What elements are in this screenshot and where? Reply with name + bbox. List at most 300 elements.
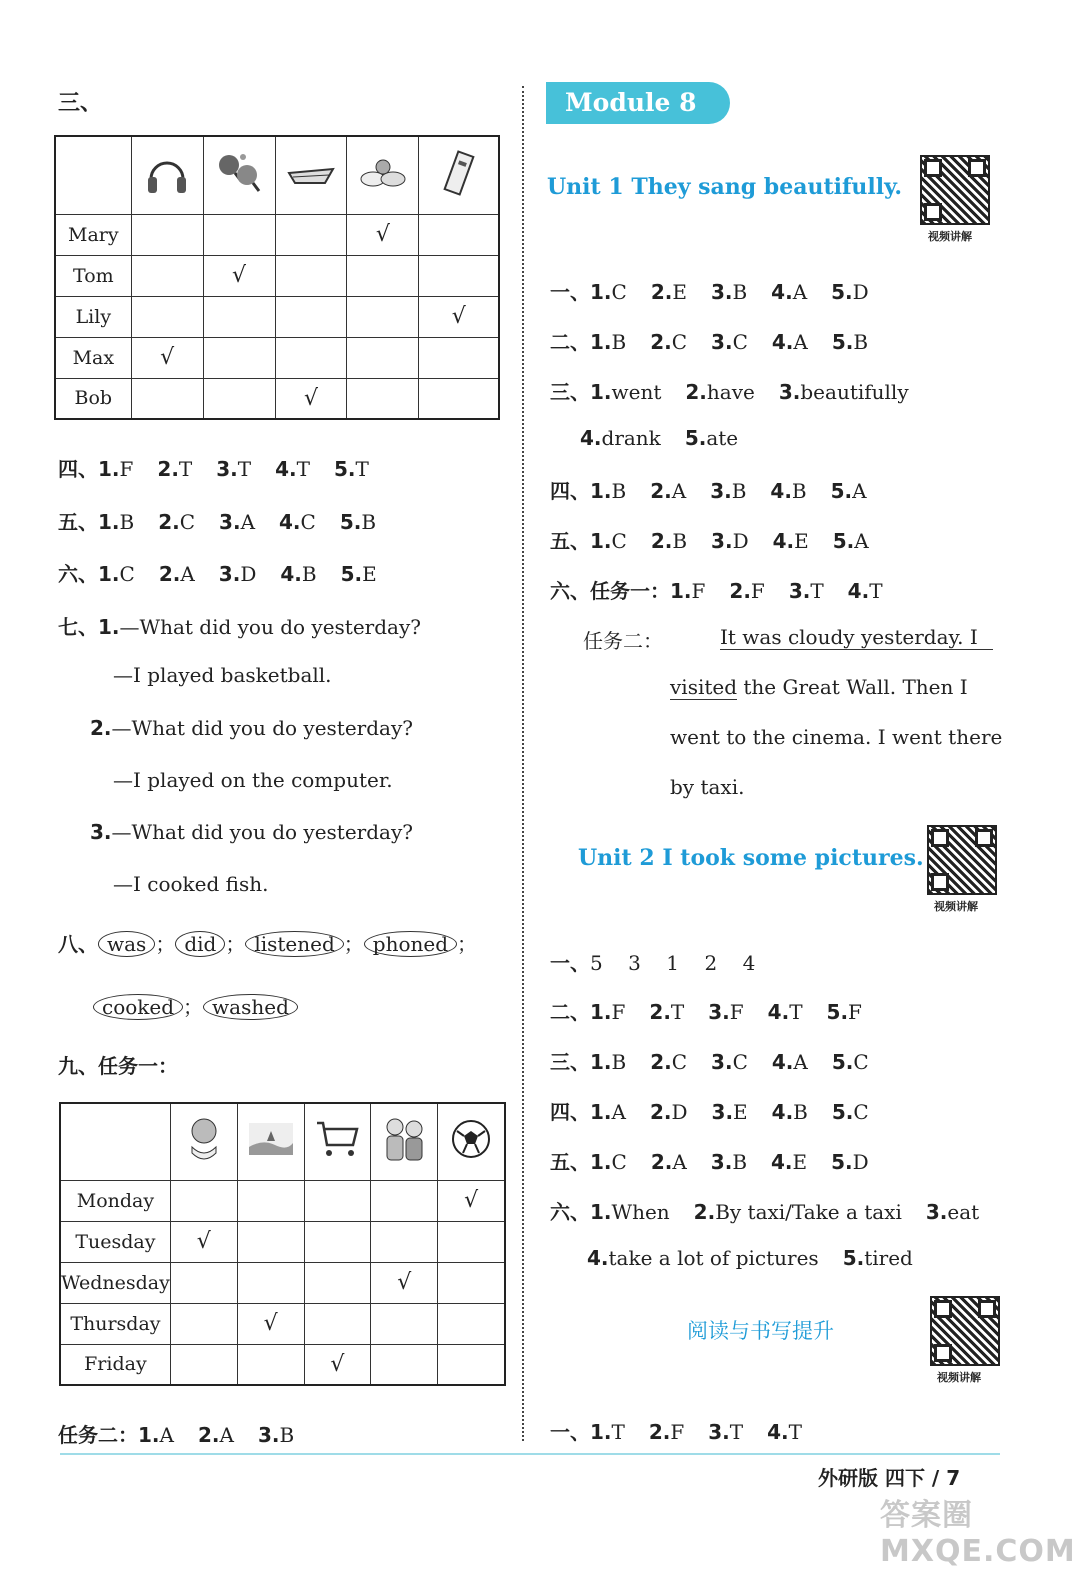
answer-value: T <box>789 1000 803 1024</box>
table-row <box>55 296 499 337</box>
u1-section-4: 四、1.B 2.A 3.B 4.B 5.A <box>550 475 891 504</box>
answer-number: 1. <box>590 330 612 354</box>
answer-value: F <box>670 1420 685 1444</box>
answer-value: B <box>361 510 377 534</box>
answer-number: 1. <box>98 510 120 534</box>
table-cell <box>371 1180 438 1221</box>
table-cell <box>203 214 275 255</box>
answer-list <box>590 479 891 503</box>
answer-list <box>590 380 933 404</box>
answer-value: D <box>671 1100 688 1124</box>
answer-value: T <box>670 1000 685 1024</box>
row-label: Max <box>55 337 131 378</box>
answer-number: 2. <box>648 1420 671 1444</box>
u1-section-1: 一、1.C 2.E 3.B 4.A 5.D <box>550 276 893 305</box>
table-cell <box>275 378 347 419</box>
answer-value: B <box>611 479 627 503</box>
qr-code-icon <box>930 1296 1000 1366</box>
u2-section-2: 二、1.F 2.T 3.F 4.T 5.F <box>550 996 886 1025</box>
answer-number: 4. <box>771 1150 793 1174</box>
table-row <box>55 337 499 378</box>
table-cell <box>170 1344 237 1385</box>
answer-value: C <box>732 330 748 354</box>
table-cell <box>203 378 275 419</box>
circled-word: did <box>175 931 225 957</box>
answer-value: T <box>869 579 883 603</box>
answer-number: 2. <box>650 1050 672 1074</box>
answer-number: 2. <box>197 1423 220 1447</box>
answer-number: 4. <box>847 579 870 603</box>
answer-value: C <box>611 280 627 304</box>
answer-value: B <box>672 529 688 553</box>
answer-number: 2. <box>685 380 707 404</box>
u1-task2-line2: visited the Great Wall. Then I <box>670 675 968 699</box>
answer-value: B <box>119 510 135 534</box>
answer-list <box>590 1200 1003 1224</box>
answer-number: 1. <box>590 380 612 404</box>
answer-number: 4. <box>772 529 795 553</box>
answer-number: 3. <box>219 510 241 534</box>
answer-list <box>580 426 762 450</box>
answer-value: C <box>671 330 688 354</box>
answer-value: C <box>853 1050 869 1074</box>
reading-writing-title: 阅读与书写提升 <box>687 1319 834 1343</box>
row-label: Mary <box>55 214 131 255</box>
answer-number: 5. <box>340 562 363 586</box>
answer-value: D <box>240 562 257 586</box>
answer-value: A <box>672 1150 687 1174</box>
answer-value: tired <box>864 1246 913 1270</box>
answer-value: A <box>240 510 256 534</box>
section-4-answers: 四、1.F 2.T 3.T 4.T 5.T <box>58 453 393 482</box>
answer-list <box>98 457 393 481</box>
answer-number: 3. <box>708 1000 730 1024</box>
boat-icon <box>285 147 337 199</box>
ping-pong-icon <box>213 147 265 199</box>
table-cell <box>131 378 203 419</box>
table-cell <box>438 1180 505 1221</box>
answer-number: 3. <box>711 529 733 553</box>
row-label: Thursday <box>60 1303 170 1344</box>
table-cell <box>419 337 499 378</box>
answer-value: F <box>750 579 765 603</box>
answer-value: D <box>852 1150 869 1174</box>
table-cell <box>170 1262 237 1303</box>
answer-value: When <box>611 1200 670 1224</box>
answer-value: A <box>792 280 808 304</box>
table-cell <box>304 1303 371 1344</box>
kite-icon <box>433 147 485 199</box>
u1-section-3: 三、1.went 2.have 3.beautifully <box>550 376 933 405</box>
answer-value: E <box>672 280 687 304</box>
table-cell <box>131 214 203 255</box>
answer-number: 5. <box>684 426 707 450</box>
answer-number: 1. <box>590 479 612 503</box>
answer-number: 1. <box>670 579 692 603</box>
table-row <box>60 1221 505 1262</box>
answer-number: 3. <box>218 562 241 586</box>
u2-section-5: 五、1.C 2.A 3.B 4.E 5.D <box>550 1146 893 1175</box>
qr-caption: 视频讲解 <box>928 230 972 243</box>
table-cell <box>203 255 275 296</box>
answer-number: 5. <box>831 330 854 354</box>
answer-number: 5. <box>831 1150 853 1174</box>
unit-2-title: Unit 2 I took some pictures. <box>578 845 924 871</box>
section-6-answers: 六、1.C 2.A 3.D 4.B 5.E <box>58 558 401 587</box>
answer-number: 3. <box>216 457 238 481</box>
watermark: 答案圈 MXQE.COM <box>880 1498 1076 1569</box>
answer-number: 3. <box>708 1420 730 1444</box>
answer-number: 4. <box>275 457 297 481</box>
answer-value: drank <box>601 426 661 450</box>
answer-value: A <box>180 562 195 586</box>
table-cell <box>347 378 419 419</box>
answer-list <box>98 510 400 534</box>
answer-list <box>590 330 892 354</box>
check-mark: √ <box>196 1229 211 1254</box>
u1-task2-line4: by taxi. <box>670 775 745 799</box>
table-cell <box>203 337 275 378</box>
answer-value: ate <box>706 426 739 450</box>
grandparents-icon <box>378 1113 430 1165</box>
u1-section-5: 五、1.C 2.B 3.D 4.E 5.A <box>550 525 893 554</box>
answer-value: F <box>611 1000 626 1024</box>
answer-value: T <box>237 457 252 481</box>
table-row <box>55 378 499 419</box>
answer-number: 3. <box>711 1050 733 1074</box>
circled-word: listened <box>245 931 343 957</box>
answer-number: 4. <box>771 1100 794 1124</box>
table-cell <box>371 1262 438 1303</box>
u1-section-2: 二、1.B 2.C 3.C 4.A 5.B <box>550 326 892 355</box>
u2-section-6: 六、1.When 2.By taxi/Take a taxi 3.eat <box>550 1196 1003 1225</box>
answer-number: 2. <box>649 1000 671 1024</box>
answer-table-1 <box>54 135 500 420</box>
table-row <box>55 214 499 255</box>
section-9-heading: 九、任务一： <box>58 1054 178 1078</box>
row-label: Bob <box>55 378 131 419</box>
answer-value: D <box>732 529 749 553</box>
answer-value: A <box>671 479 687 503</box>
answer-number: 4. <box>770 479 792 503</box>
answer-value: C <box>611 529 627 553</box>
answer-number: 4. <box>771 1050 794 1074</box>
answer-value: T <box>355 457 369 481</box>
table-row <box>60 1262 505 1303</box>
answer-value: B <box>731 479 747 503</box>
answer-number: 5. <box>333 457 356 481</box>
answer-number: 2. <box>649 1100 672 1124</box>
u1-section-6: 六、任务一：1.F 2.F 3.T 4.T <box>550 575 907 604</box>
answer-number: 1. <box>98 457 120 481</box>
row-label: Friday <box>60 1344 170 1385</box>
table-row <box>60 1180 505 1221</box>
table-cell <box>203 296 275 337</box>
answer-value: T <box>788 1420 802 1444</box>
check-mark: √ <box>232 263 247 288</box>
table-cell <box>275 214 347 255</box>
unit-1-title: Unit 1 They sang beautifully. <box>547 174 903 200</box>
row-label: Tom <box>55 255 131 296</box>
circled-word: washed <box>203 994 298 1020</box>
answer-value: T <box>178 457 193 481</box>
answer-value: B <box>279 1423 295 1447</box>
answer-number: 2. <box>693 1200 716 1224</box>
table-cell <box>237 1221 304 1262</box>
qr-code-icon <box>927 825 997 895</box>
table-cell <box>131 337 203 378</box>
answer-list <box>587 1246 937 1270</box>
u2-section-6-cont <box>587 1246 937 1270</box>
answer-list <box>138 1423 318 1447</box>
answer-value: A <box>611 1100 626 1124</box>
table-cell <box>347 337 419 378</box>
answer-number: 4. <box>767 1420 789 1444</box>
section-7-a2: —I played on the computer. <box>113 768 393 792</box>
table-row <box>55 255 499 296</box>
qr-caption: 视频讲解 <box>937 1371 981 1384</box>
answer-number: 2. <box>650 330 672 354</box>
answer-number: 1. <box>590 1420 612 1444</box>
answer-value: B <box>611 1050 627 1074</box>
u1-task2-label: 任务二： <box>583 629 663 653</box>
row-label: Wednesday <box>60 1262 170 1303</box>
answer-number: 2. <box>650 479 672 503</box>
answer-number: 3. <box>710 479 732 503</box>
answer-value: B <box>732 1150 748 1174</box>
answer-list <box>590 280 893 304</box>
answer-value: F <box>729 1000 744 1024</box>
circled-word: was <box>98 931 155 957</box>
table-cell <box>371 1221 438 1262</box>
table-cell <box>371 1344 438 1385</box>
answer-number: 3. <box>711 1100 734 1124</box>
u2-section-4: 四、1.A 2.D 3.E 4.B 5.C <box>550 1096 893 1125</box>
answer-number: 5. <box>831 1100 854 1124</box>
answer-number: 2. <box>650 1150 673 1174</box>
answer-number: 1. <box>590 1000 612 1024</box>
answer-number: 1. <box>590 1200 612 1224</box>
answer-number: 3. <box>711 330 733 354</box>
check-mark: √ <box>160 345 175 370</box>
answer-value: C <box>119 562 135 586</box>
table-cell <box>438 1221 505 1262</box>
table-cell <box>170 1221 237 1262</box>
check-mark: √ <box>263 1311 278 1336</box>
answer-number: 2. <box>158 562 181 586</box>
section-7-a1: —I played basketball. <box>113 663 332 687</box>
football-icon <box>445 1113 497 1165</box>
table-cell <box>275 337 347 378</box>
table-cell <box>304 1344 371 1385</box>
qr-caption: 视频讲解 <box>934 900 978 913</box>
answer-number: 2. <box>158 510 180 534</box>
circled-word: phoned <box>364 931 457 957</box>
answer-value: A <box>219 1423 234 1447</box>
answer-value: F <box>119 457 134 481</box>
section-7-a3: —I cooked fish. <box>113 872 269 896</box>
answer-value: B <box>791 479 807 503</box>
section-9-task2: 任务二：1.A 2.A 3.B <box>58 1419 318 1448</box>
answer-number: 1. <box>590 280 612 304</box>
answer-number: 3. <box>257 1423 280 1447</box>
answer-value: C <box>300 510 316 534</box>
section-7-q3: 3.—What did you do yesterday? <box>90 820 413 844</box>
answer-value: By taxi/Take a taxi <box>715 1200 902 1224</box>
answer-number: 1. <box>590 529 612 553</box>
answer-value: B <box>793 1100 808 1124</box>
answer-number: 1. <box>590 1050 612 1074</box>
table-row <box>60 1303 505 1344</box>
check-mark: √ <box>375 222 390 247</box>
answer-value: B <box>611 330 627 354</box>
answer-number: 5. <box>831 1050 854 1074</box>
answer-value: B <box>853 330 869 354</box>
answer-value: A <box>793 1050 808 1074</box>
u1-task2-line3: went to the cinema. I went there <box>670 725 1003 749</box>
table-cell <box>419 378 499 419</box>
answer-number: 2. <box>650 529 673 553</box>
painting-icon <box>245 1113 297 1165</box>
u2-section-3: 三、1.B 2.C 3.C 4.A 5.C <box>550 1046 893 1075</box>
table-cell <box>237 1344 304 1385</box>
check-mark: √ <box>397 1270 412 1295</box>
section-3-heading: 三、 <box>58 91 103 116</box>
answer-value: A <box>793 330 808 354</box>
answer-number: 5. <box>842 1246 865 1270</box>
section-8-line2: cooked ； washed <box>93 991 298 1020</box>
answer-value: T <box>611 1420 625 1444</box>
check-mark: √ <box>451 304 466 329</box>
table-cell <box>237 1303 304 1344</box>
answer-list <box>590 529 893 553</box>
section-8-line1: 八、 was ； did ； listened ； phoned ； <box>58 932 478 956</box>
table-cell <box>419 296 499 337</box>
answer-value: A <box>159 1423 174 1447</box>
u2-section-1: 一、5 3 1 2 4 <box>550 951 756 975</box>
answer-value: take a lot of pictures <box>608 1246 819 1270</box>
answer-number: 5. <box>339 510 362 534</box>
section-5-answers: 五、1.B 2.C 3.A 4.C 5.B <box>58 506 400 535</box>
answer-list <box>590 1100 893 1124</box>
answer-number: 1. <box>138 1423 160 1447</box>
shopping-cart-icon <box>311 1113 363 1165</box>
table-cell <box>237 1180 304 1221</box>
table-cell <box>131 255 203 296</box>
answer-number: 5. <box>826 1000 849 1024</box>
table-cell <box>438 1262 505 1303</box>
answer-value: went <box>611 380 662 404</box>
answer-value: B <box>301 562 317 586</box>
table-cell <box>131 296 203 337</box>
table-cell <box>371 1303 438 1344</box>
module-title: Module 8 <box>565 88 697 117</box>
answer-number: 2. <box>729 579 751 603</box>
answer-value: beautifully <box>800 380 909 404</box>
table-cell <box>275 296 347 337</box>
answer-value: T <box>810 579 824 603</box>
answer-value: F <box>848 1000 862 1024</box>
check-mark: √ <box>330 1351 345 1377</box>
answer-list <box>98 562 401 586</box>
answer-number: 4. <box>279 510 301 534</box>
table-cell <box>438 1344 505 1385</box>
answer-number: 1. <box>590 1100 612 1124</box>
table-cell <box>419 214 499 255</box>
answer-number: 5. <box>832 529 855 553</box>
table-cell <box>170 1180 237 1221</box>
answer-value: C <box>671 1050 688 1074</box>
answer-value: T <box>296 457 310 481</box>
page-footer: 外研版 四下 / 7 <box>818 1466 961 1490</box>
answer-value: F <box>691 579 706 603</box>
row-label: Lily <box>55 296 131 337</box>
check-mark: √ <box>303 385 319 411</box>
answer-value: T <box>729 1420 744 1444</box>
u1-section-3-cont <box>580 426 762 450</box>
section-7-q2: 2.—What did you do yesterday? <box>90 716 413 740</box>
answer-value: D <box>852 280 869 304</box>
answer-value: E <box>733 1100 748 1124</box>
answer-value: have <box>706 380 755 404</box>
answer-value: C <box>853 1100 869 1124</box>
answer-value: E <box>792 1150 808 1174</box>
answer-value: A <box>854 529 869 553</box>
table-cell <box>275 255 347 296</box>
answer-value: B <box>732 280 748 304</box>
table-cell <box>419 255 499 296</box>
row-label: Tuesday <box>60 1221 170 1262</box>
answer-number: 3. <box>710 1150 733 1174</box>
answer-number: 3. <box>778 380 801 404</box>
answer-number: 3. <box>710 280 733 304</box>
answer-value: E <box>794 529 809 553</box>
answer-value: eat <box>947 1200 980 1224</box>
answer-list <box>590 1150 893 1174</box>
table-cell <box>304 1180 371 1221</box>
answer-number: 2. <box>157 457 179 481</box>
check-mark: √ <box>464 1188 479 1213</box>
answer-number: 3. <box>788 579 811 603</box>
answer-number: 5. <box>830 479 853 503</box>
table-cell <box>237 1262 304 1303</box>
answer-number: 4. <box>580 426 602 450</box>
column-divider <box>522 86 524 1441</box>
answer-value: C <box>179 510 196 534</box>
answer-number: 1. <box>98 562 120 586</box>
table-cell <box>170 1303 237 1344</box>
answer-list <box>590 1420 826 1444</box>
answer-number: 5. <box>831 280 853 304</box>
cake-icon <box>178 1113 230 1165</box>
table-row <box>60 1344 505 1385</box>
qr-code-icon <box>920 155 990 225</box>
answer-number: 2. <box>650 280 673 304</box>
answer-number: 3. <box>925 1200 948 1224</box>
answer-number: 4. <box>587 1246 609 1270</box>
table-cell <box>304 1221 371 1262</box>
answer-number: 4. <box>771 330 794 354</box>
table-cell <box>347 255 419 296</box>
answer-number: 4. <box>280 562 302 586</box>
table-cell <box>347 214 419 255</box>
section-7-q1: 七、1.—What did you do yesterday? <box>58 615 421 639</box>
table-cell <box>347 296 419 337</box>
table-cell <box>438 1303 505 1344</box>
answer-value: E <box>362 562 377 586</box>
answer-value: A <box>852 479 867 503</box>
answer-list <box>670 579 907 603</box>
